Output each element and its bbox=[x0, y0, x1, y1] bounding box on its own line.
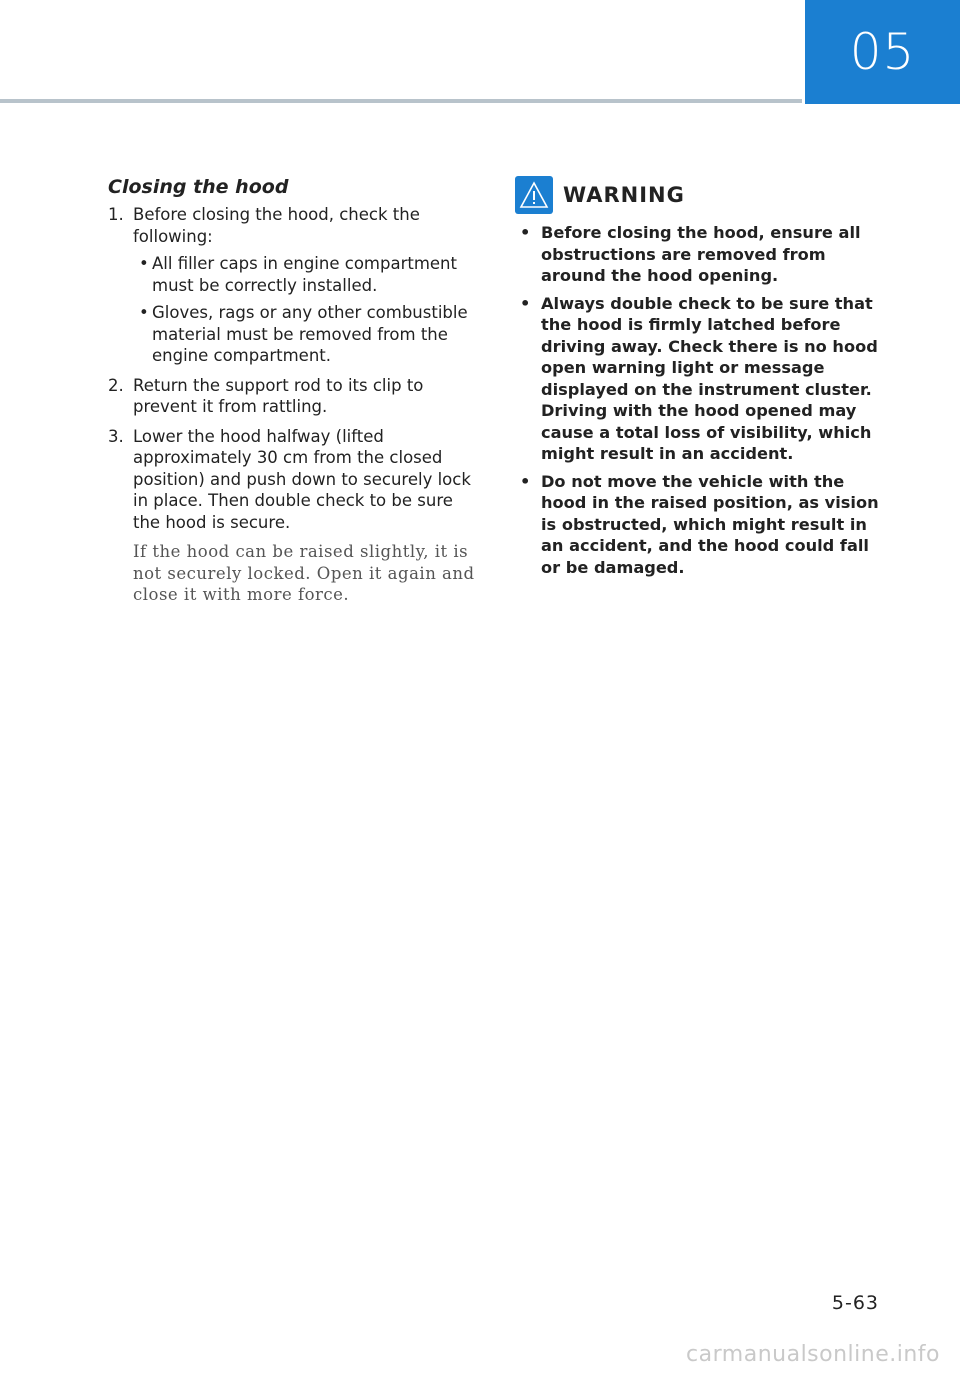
step-number: 1. bbox=[108, 205, 124, 224]
warning-box bbox=[515, 176, 883, 584]
bullet-dot-icon: • bbox=[520, 471, 531, 491]
warning-triangle-icon bbox=[515, 176, 553, 214]
page-number: 5-63 bbox=[831, 1292, 879, 1314]
sub-bullet bbox=[133, 302, 480, 367]
section-title: Closing the hood bbox=[108, 176, 289, 198]
warning-item bbox=[515, 471, 883, 579]
step-text: Return the support rod to its clip to prevent it from rattling. bbox=[133, 375, 424, 416]
warning-item-text: Before closing the hood, ensure all obstructions are removed from around the hood opening. bbox=[541, 223, 861, 285]
chapter-tab bbox=[805, 0, 960, 104]
header-rule bbox=[0, 99, 802, 103]
step-text: Before closing the hood, check the following: bbox=[133, 205, 420, 246]
bullet-dot-icon: • bbox=[139, 303, 149, 322]
watermark: carmanualsonline.info bbox=[686, 1342, 940, 1367]
chapter-number: 05 bbox=[849, 23, 916, 81]
step-number: 2. bbox=[108, 375, 124, 395]
sub-bullet bbox=[133, 253, 480, 296]
bullet-dot-icon: • bbox=[520, 223, 531, 242]
sub-bullet-text: All filler caps in engine compartment must be correctly installed. bbox=[152, 254, 457, 295]
step-1 bbox=[108, 204, 480, 367]
note-text: If the hood can be raised slightly, it is not securely locked. Open it again and close it with more force. bbox=[133, 542, 475, 604]
warning-header bbox=[515, 176, 883, 214]
warning-title: WARNING bbox=[563, 183, 685, 207]
warning-item bbox=[515, 293, 883, 465]
warning-item-text: Do not move the vehicle with the hood in the raised position, as vision is obstructed, which might result in an accident, and the hood could fall or be damaged. bbox=[541, 471, 879, 577]
step-number: 3. bbox=[108, 426, 124, 446]
warning-item-text: Always double check to be sure that the hood is firmly latched before driving away. Check there is no hood open warning light or message displayed on the instrument cluster. Driving with the hood opened may cause a total loss of visibility, which might result in an accident. bbox=[541, 293, 878, 463]
warning-item bbox=[515, 222, 883, 287]
sub-bullet-text: Gloves, rags or any other combustible material must be removed from the engine compartment. bbox=[152, 303, 468, 365]
left-column bbox=[108, 176, 480, 606]
bullet-dot-icon: • bbox=[520, 293, 531, 313]
step-3 bbox=[108, 426, 480, 534]
step-text: Lower the hood halfway (lifted approximately 30 cm from the closed position) and push down to securely lock in place. Then double check to be sure the hood is secure. bbox=[133, 426, 471, 532]
bullet-dot-icon: • bbox=[139, 254, 149, 273]
step-2 bbox=[108, 375, 480, 418]
